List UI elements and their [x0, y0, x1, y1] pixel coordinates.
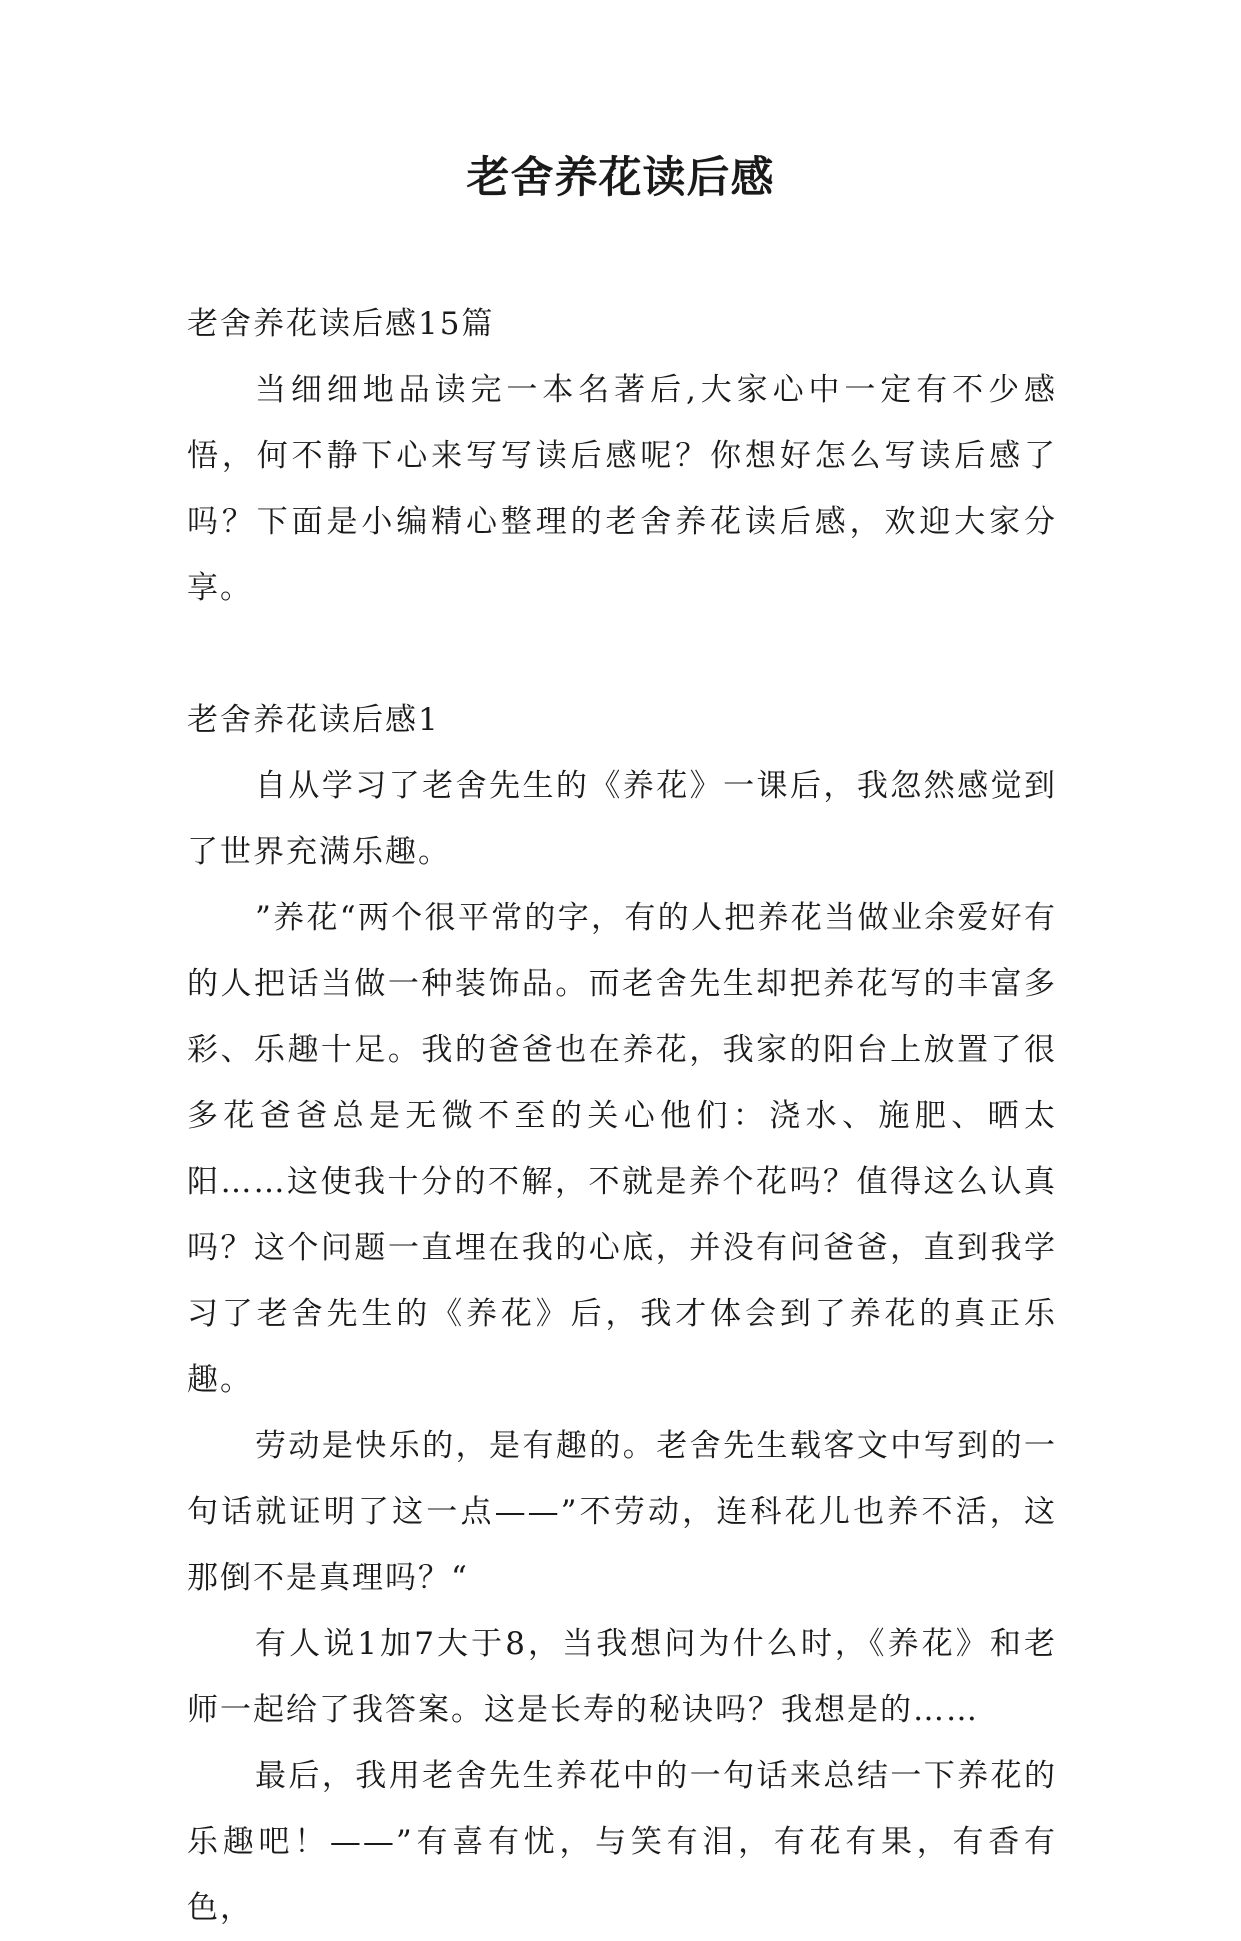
document-title: 老舍养花读后感 [466, 153, 775, 203]
body-paragraph: ”养花“两个很平常的字，有的人把养花当做业余爱好有的人把话当做一种装饰品。而老舍先生却把养花写的丰富多彩、乐趣十足。我的爸爸也在养花，我家的阳台上放置了很多花爸爸总是无微不至的关心他们：浇水、施肥、晒太阳……这使我十分的不解，不就是养个花吗？值得这么认真吗？这个问题一直埋在我的心底，并没有问爸爸，直到我学习了老舍先生的《养花》后，我才体会到了养花的真正乐趣。 [187, 900, 1057, 1398]
section-heading: 老舍养花读后感15篇 [187, 306, 495, 342]
document-body [187, 291, 1057, 1941]
body-paragraph: 自从学习了老舍先生的《养花》一课后，我忽然感觉到了世界充满乐趣。 [187, 768, 1057, 870]
body-paragraph: 劳动是快乐的，是有趣的。老舍先生载客文中写到的一句话就证明了这一点——”不劳动，连科花儿也养不活，这那倒不是真理吗？“ [187, 1428, 1057, 1596]
section-heading: 老舍养花读后感1 [187, 702, 440, 738]
intro-paragraph: 当细细地品读完一本名著后,大家心中一定有不少感悟，何不静下心来写写读后感呢？你想好怎么写读后感了吗？下面是小编精心整理的老舍养花读后感，欢迎大家分享。 [187, 372, 1057, 606]
body-paragraph: 有人说1加7大于8，当我想问为什么时，《养花》和老师一起给了我答案。这是长寿的秘诀吗？我想是的…… [187, 1626, 1057, 1728]
body-paragraph: 最后，我用老舍先生养花中的一句话来总结一下养花的乐趣吧！——”有喜有忧，与笑有泪，有花有果，有香有色， [187, 1758, 1057, 1926]
